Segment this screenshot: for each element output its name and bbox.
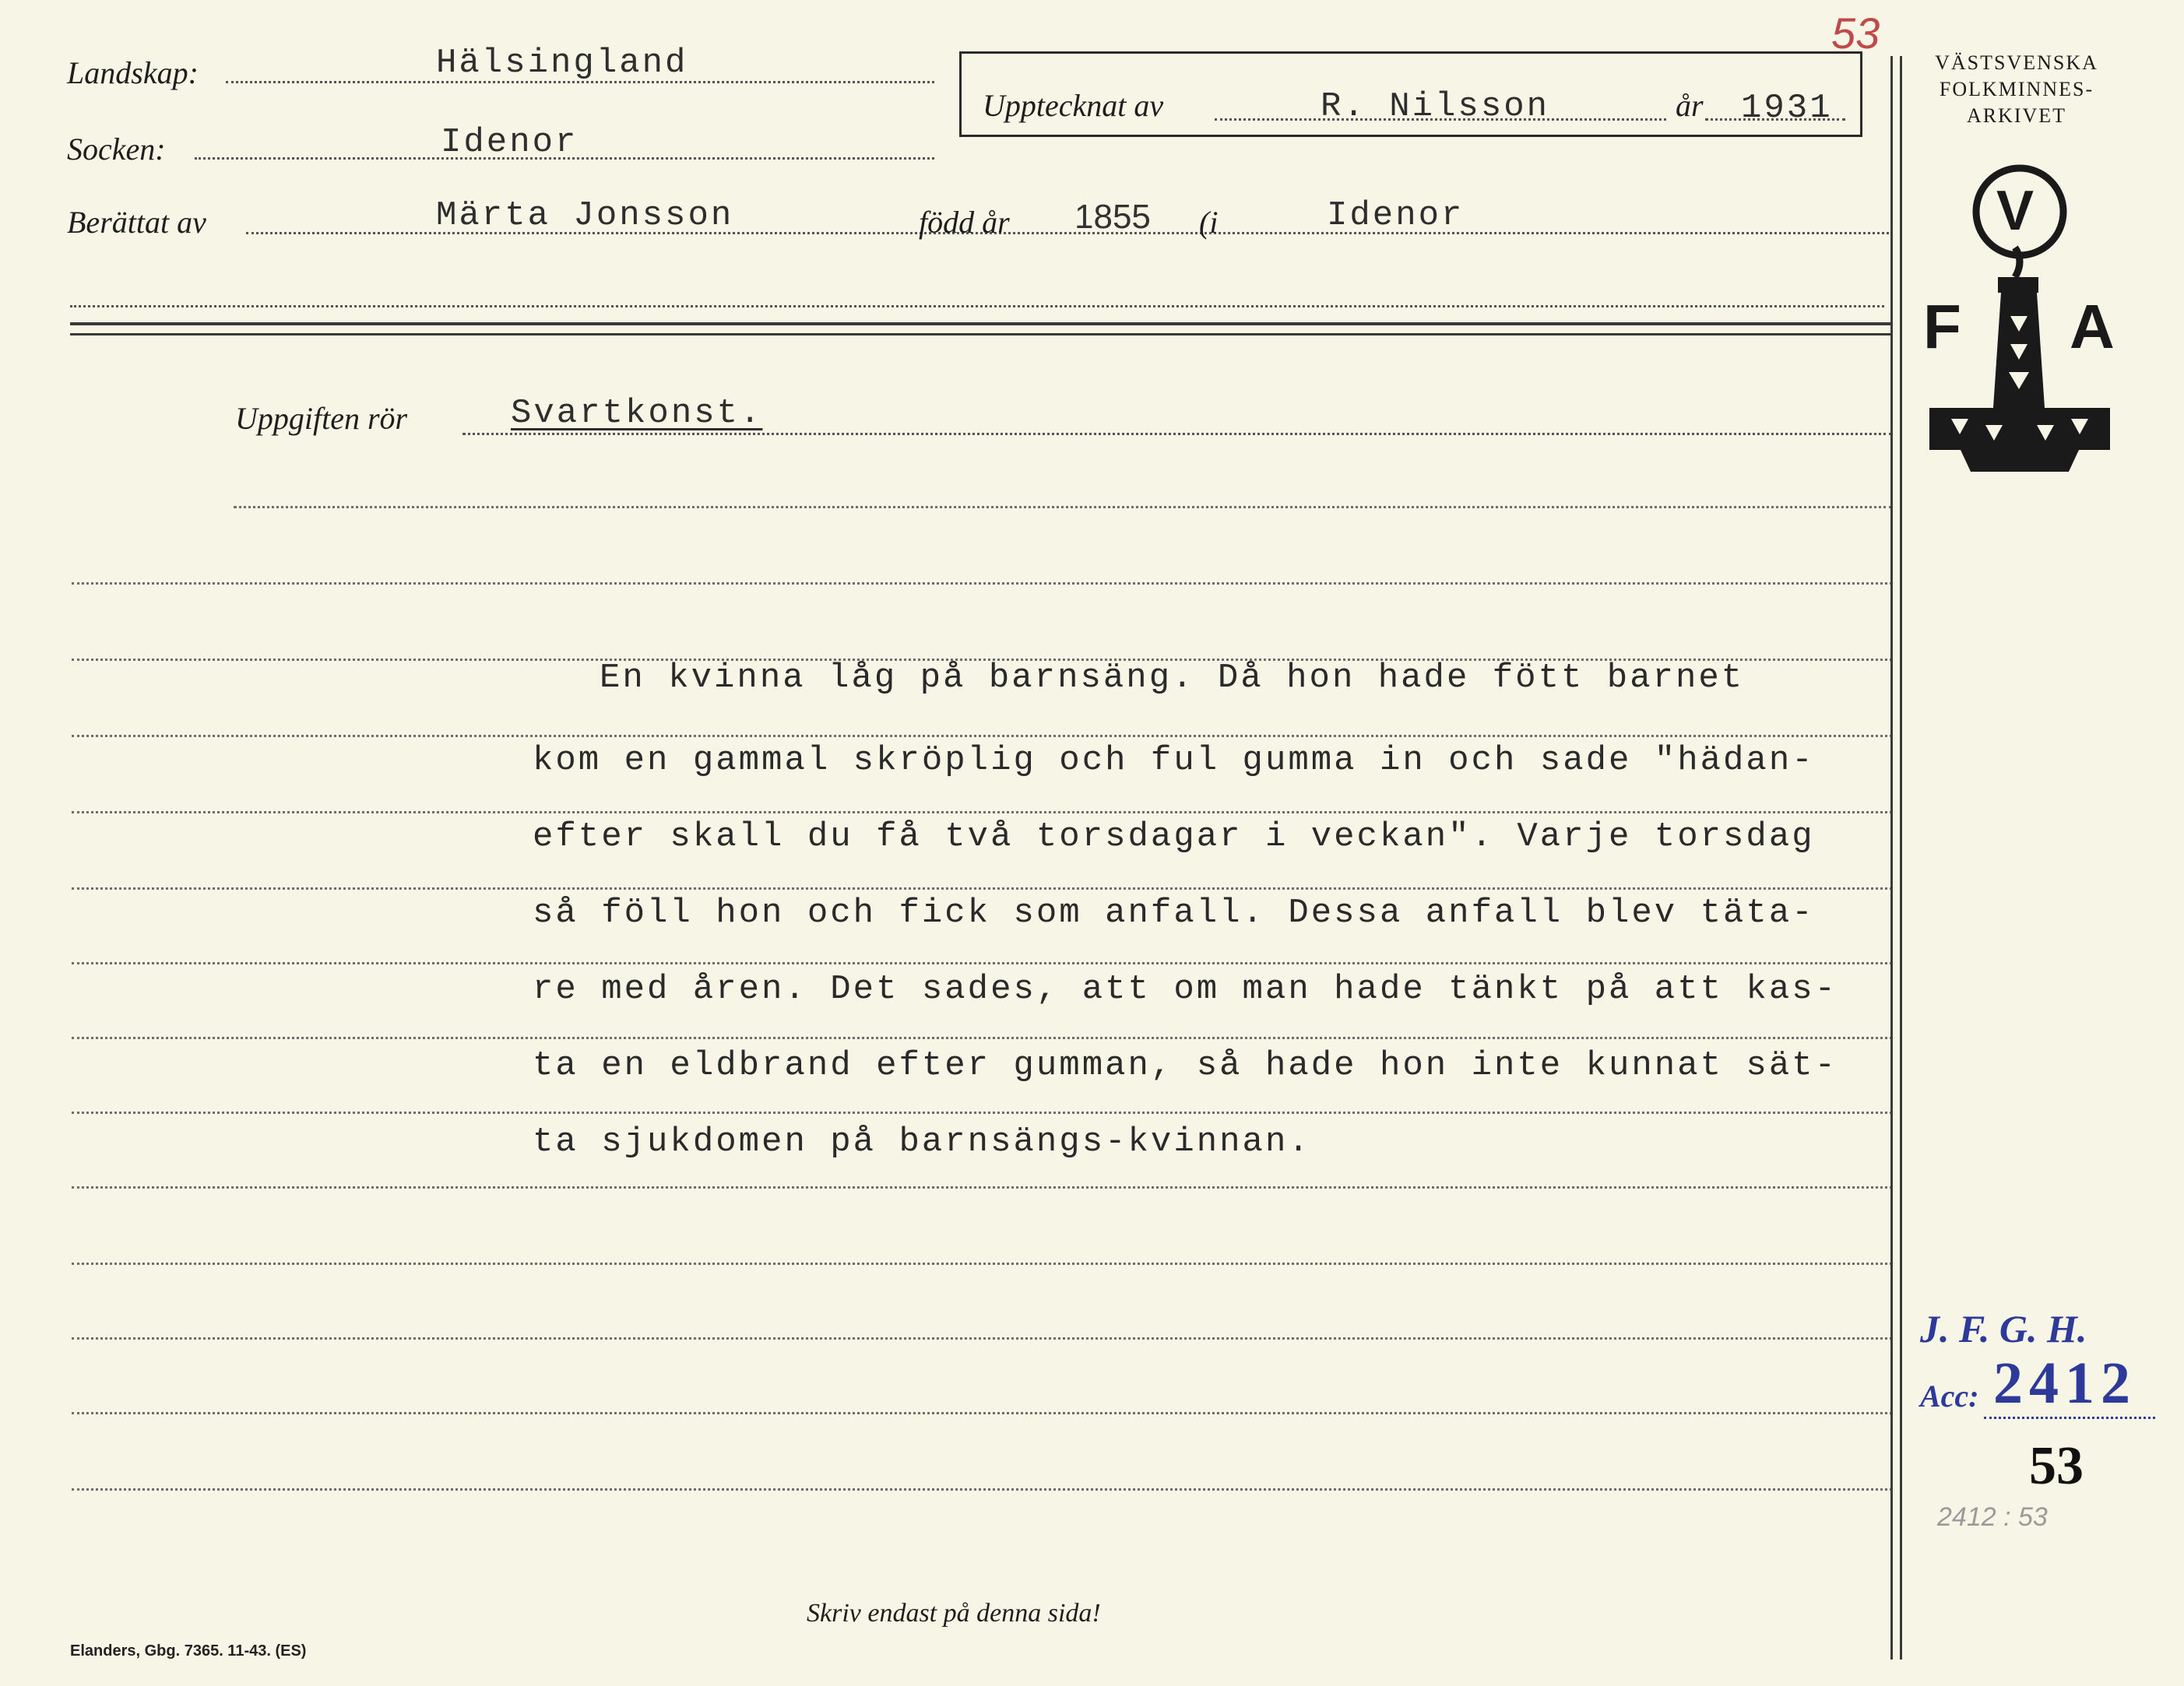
archive-name-line-2: FOLKMINNES- [1939,78,2094,100]
ruled-line [72,887,1892,890]
berattat-label: Berättat av [67,205,206,240]
fodd-label: född år [919,205,1010,240]
ruled-line [72,811,1892,813]
corner-page-number: 53 [1831,9,1880,58]
topic-value: Svartkonst. [511,394,763,433]
ruled-line [72,1412,1892,1414]
body-line-7: ta sjukdomen på barnsängs-kvinnan. [533,1122,1311,1161]
archive-name-line-3: ARKIVET [1966,104,2067,127]
footer-instruction: Skriv endast på denna sida! [807,1599,1101,1628]
ruled-line [72,1263,1892,1265]
ruled-line [72,582,1892,585]
uppteck-label: Upptecknat av [983,88,1164,123]
stamp-acc-number: 2412 [1993,1351,2137,1416]
body-line-1: En kvinna låg på barnsäng. Då hon hade fött barnet [600,659,1745,697]
ruled-line [72,1337,1892,1340]
stamp-acc-label: Acc: [1920,1379,1979,1414]
pencil-note: 2412 : 53 [1937,1502,2048,1532]
ruled-line [72,1488,1892,1491]
uppteck-value: R. Nilsson [1321,87,1550,126]
i-value: Idenor [1327,196,1465,235]
topic-dotted-line [462,433,1892,435]
header-rule-top [70,322,1892,325]
stamp-page-number: 53 [2029,1436,2084,1496]
i-label: (i [1199,205,1219,240]
margin-rule-left [1890,56,1893,1660]
ruled-line [234,506,1892,508]
archive-name [1915,50,2118,129]
topic-label: Uppgiften rör [235,401,408,436]
stamp-acc-underline [1984,1417,2155,1419]
ruled-line [72,735,1892,737]
landskap-value: Hälsingland [436,44,688,83]
margin-rule-right [1900,56,1902,1660]
body-line-5: re med åren. Det sades, att om man hade tänkt på att kas- [533,970,1838,1009]
archive-logo [1923,160,2118,472]
header-extra-dotted-line [70,305,1884,307]
ar-label: år [1676,88,1704,123]
body-line-3: efter skall du få två torsdagar i veckan". Varje torsdag [533,817,1815,856]
body-line-2: kom en gammal skröplig och ful gumma in och sade "hädan- [533,741,1815,780]
ruled-line [72,1186,1892,1189]
ar-value: 1931 [1741,89,1833,128]
socken-value: Idenor [441,123,579,162]
fodd-value: 1855 [1074,198,1151,236]
body-line-6: ta en eldbrand efter gumman, så hade hon inte kunnat sät- [533,1046,1838,1085]
stamp-line-1: J. F. G. H. [1920,1307,2087,1351]
ruled-line [72,1112,1892,1114]
header-rule-bottom [70,333,1892,335]
ruled-line [72,1037,1892,1039]
berattat-value: Märta Jonsson [436,196,734,235]
printer-imprint: Elanders, Gbg. 7365. 11-43. (ES) [70,1642,307,1660]
landskap-label: Landskap: [67,55,199,90]
ruled-line [72,962,1892,964]
logo-f: F [1923,292,1961,361]
logo-v: V [1996,180,2035,242]
body-line-4: så föll hon och fick som anfall. Dessa anfall blev täta- [533,894,1815,933]
logo-a: A [2070,292,2115,361]
socken-label: Socken: [67,132,166,167]
archive-name-line-1: VÄSTSVENSKA [1935,51,2098,74]
